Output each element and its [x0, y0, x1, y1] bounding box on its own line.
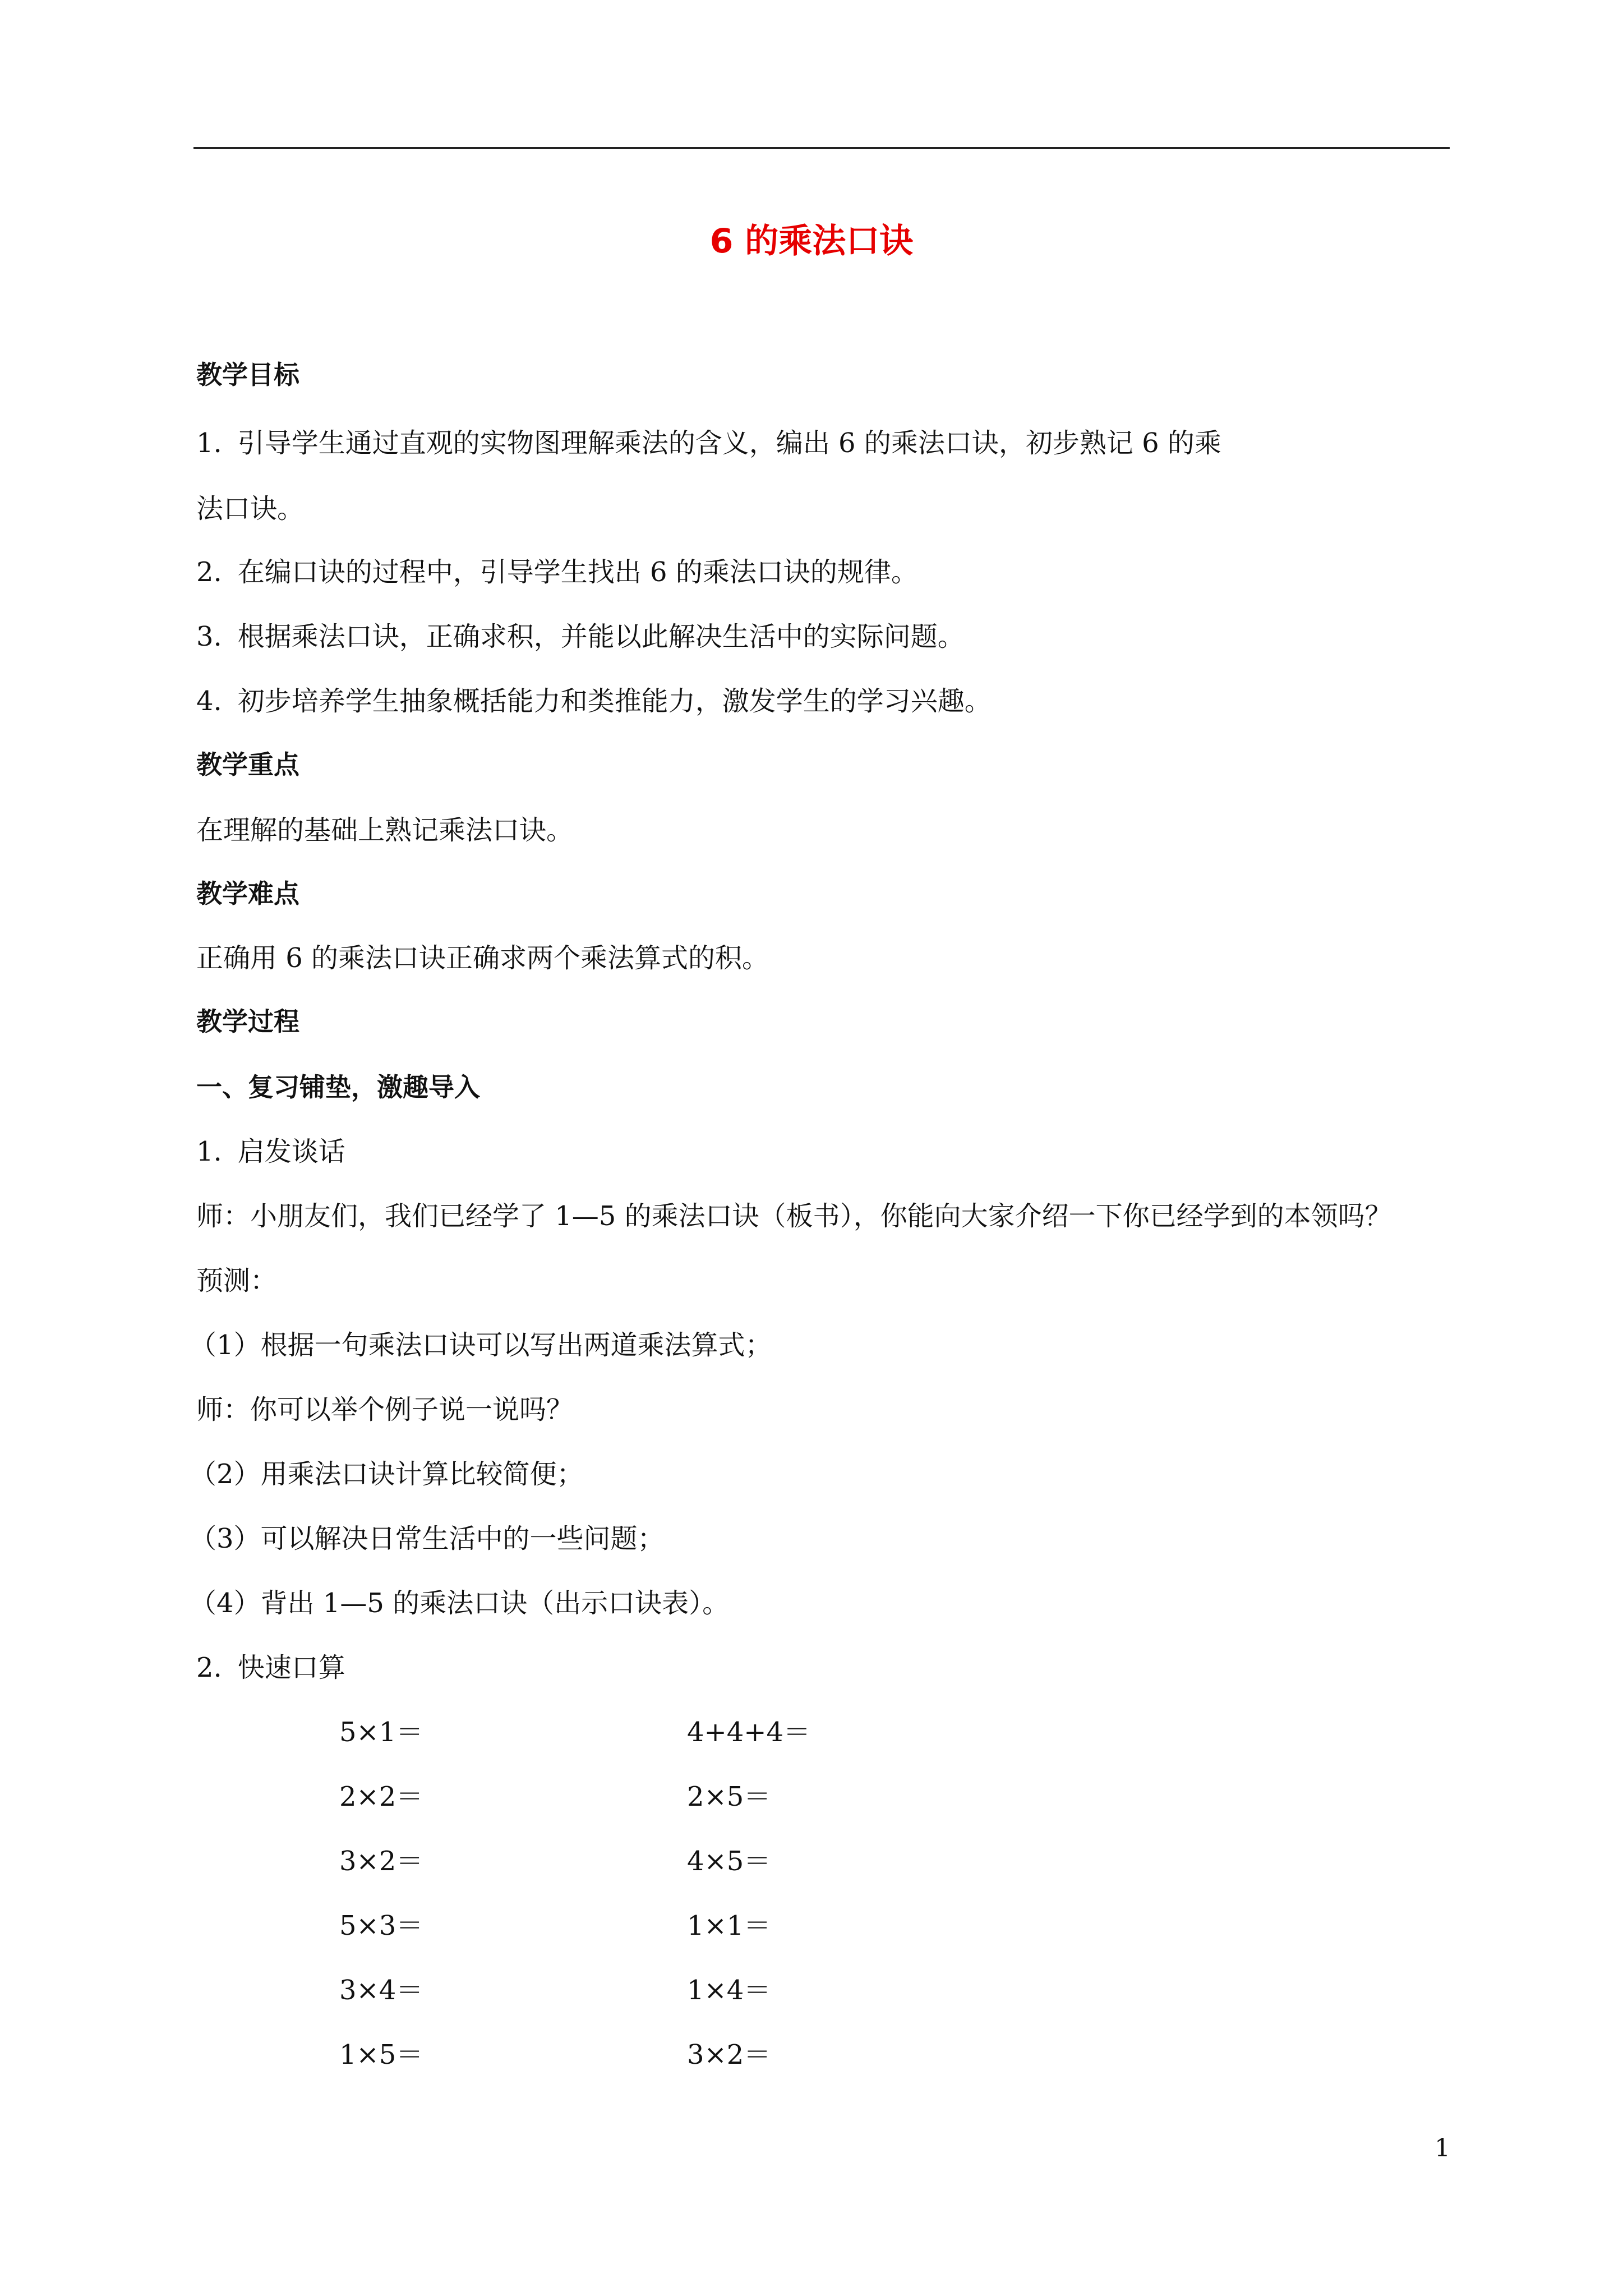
process-step-1-number: 1. [196, 1136, 222, 1167]
process-step-1-label: 启发谈话 [237, 1136, 345, 1167]
objectives-heading: 教学目标 [196, 360, 299, 390]
objective-item-4 [196, 682, 992, 721]
difficulty-text: 正确用 6 的乘法口诀正确求两个乘法算式的积。 [196, 942, 769, 974]
calc-right-2: 2×5＝ [687, 1781, 771, 1812]
prediction-label: 预测： [196, 1265, 278, 1296]
calc-left-1: 5×1＝ [339, 1717, 423, 1748]
header-rule [193, 147, 1450, 149]
prediction-2: （2）用乘法口诀计算比较简便； [190, 1458, 584, 1490]
process-step-2-number: 2. [196, 1652, 222, 1683]
objective-item-2-text: 在编口诀的过程中，引导学生找出 6 的乘法口诀的规律。 [237, 556, 918, 588]
objective-item-3-text: 根据乘法口诀，正确求积，并能以此解决生活中的实际问题。 [237, 621, 965, 652]
document-title: 6 的乘法口诀 [709, 222, 914, 261]
calc-left-5: 3×4＝ [339, 1975, 423, 2006]
page-number: 1 [1435, 2134, 1450, 2162]
objective-item-3 [196, 617, 965, 656]
teacher-line: 师：小朋友们，我们已经学了 1—5 的乘法口诀（板书），你能向大家介绍一下你已经学到的本领吗？ [196, 1200, 1392, 1232]
calc-left-2: 2×2＝ [339, 1781, 423, 1812]
calc-right-4: 1×1＝ [687, 1910, 771, 1941]
prediction-4: （4）背出 1—5 的乘法口诀（出示口诀表）。 [190, 1588, 730, 1619]
prediction-3: （3）可以解决日常生活中的一些问题； [190, 1523, 665, 1554]
process-step-2 [196, 1648, 345, 1687]
objective-item-1-number: 1. [196, 427, 222, 459]
process-part1-heading: 一、复习铺垫，激趣导入 [196, 1072, 480, 1102]
process-step-2-label: 快速口算 [237, 1652, 345, 1683]
calc-right-1: 4+4+4＝ [687, 1717, 811, 1748]
objective-item-2-number: 2. [196, 556, 222, 588]
calc-right-5: 1×4＝ [687, 1975, 771, 2006]
objective-item-4-text: 初步培养学生抽象概括能力和类推能力，激发学生的学习兴趣。 [237, 685, 992, 717]
key-point-heading: 教学重点 [196, 749, 299, 780]
calc-right-6: 3×2＝ [687, 2039, 771, 2070]
prediction-1: （1）根据一句乘法口诀可以写出两道乘法算式； [190, 1329, 772, 1361]
calc-right-3: 4×5＝ [687, 1846, 771, 1877]
difficulty-heading: 教学难点 [196, 878, 299, 909]
calc-left-4: 5×3＝ [339, 1910, 423, 1941]
objective-item-2 [196, 553, 918, 592]
objective-item-3-number: 3. [196, 621, 222, 652]
objective-item-1-continuation: 法口诀。 [196, 493, 305, 524]
calc-left-3: 3×2＝ [339, 1846, 423, 1877]
objective-item-1-text: 引导学生通过直观的实物图理解乘法的含义，编出 6 的乘法口诀，初步熟记 6 的乘 [237, 427, 1221, 459]
calc-left-6: 1×5＝ [339, 2039, 423, 2070]
teacher-question: 师：你可以举个例子说一说吗？ [196, 1394, 574, 1425]
process-heading: 教学过程 [196, 1006, 299, 1037]
objective-item-4-number: 4. [196, 685, 222, 717]
key-point-text: 在理解的基础上熟记乘法口诀。 [196, 815, 574, 846]
process-step-1 [196, 1132, 345, 1171]
objective-item-1 [196, 424, 1221, 463]
